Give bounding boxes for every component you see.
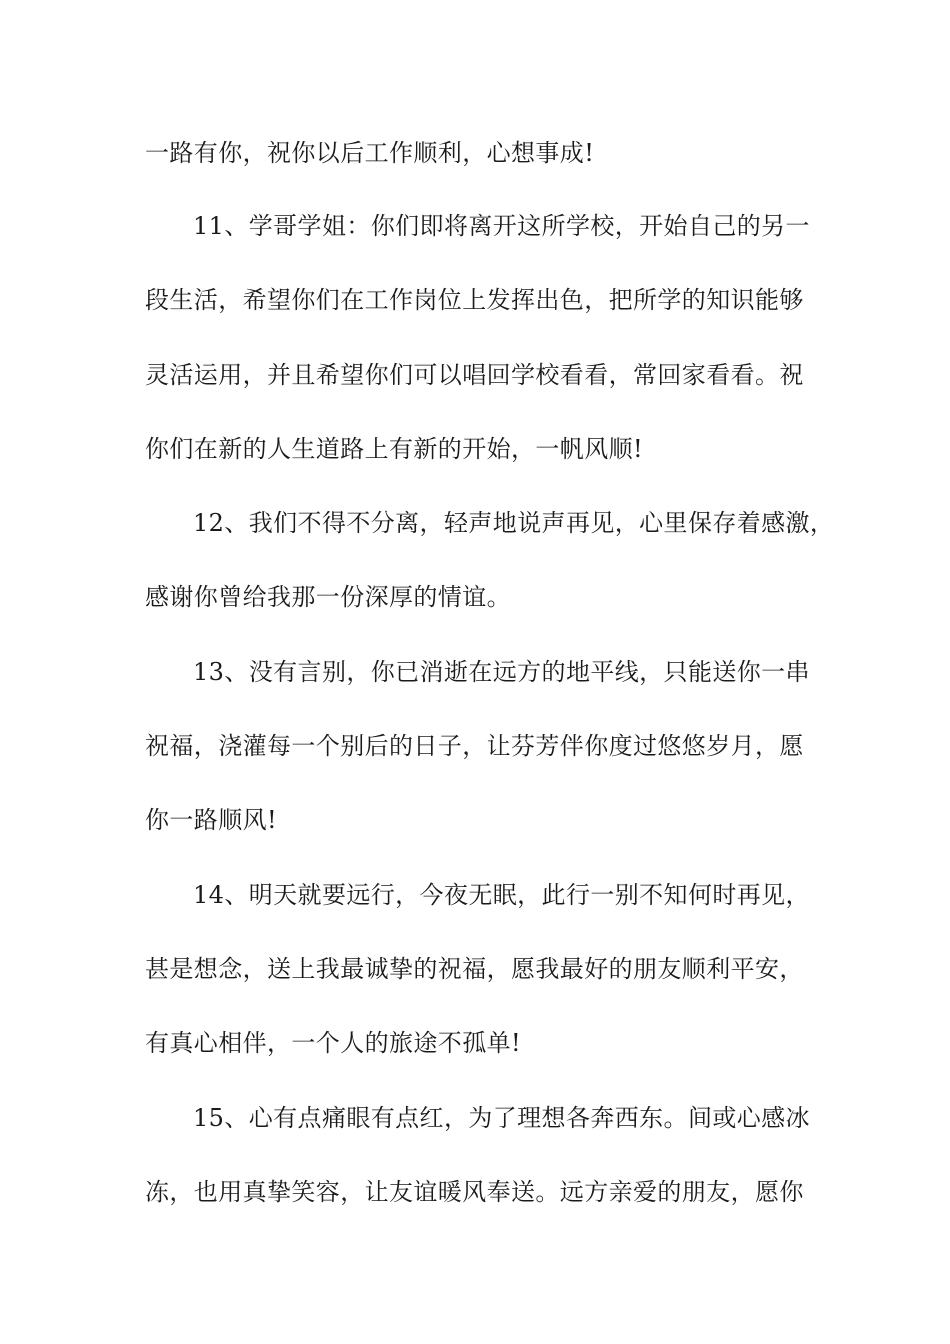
- paragraph-13-line-3: 你一路顺风!: [145, 806, 278, 834]
- paragraph-13-line-1: 13、没有言别，你已消逝在远方的地平线，只能送你一串: [193, 658, 810, 686]
- paragraph-14-line-1: 14、明天就要远行，今夜无眠，此行一别不知何时再见，: [193, 881, 810, 909]
- paragraph-13-line-2: 祝福，浇灌每一个别后的日子，让芬芳伴你度过悠悠岁月，愿: [145, 732, 804, 760]
- paragraph-12-line-2: 感谢你曾给我那一份深厚的情谊。: [145, 583, 511, 611]
- paragraph-11-line-2: 段生活，希望你们在工作岗位上发挥出色，把所学的知识能够: [145, 286, 804, 314]
- paragraph-11-line-4: 你们在新的人生道路上有新的开始，一帆风顺!: [145, 435, 644, 463]
- paragraph-15-line-1: 15、心有点痛眼有点红，为了理想各奔西东。间或心感冰: [193, 1104, 810, 1132]
- paragraph-15-line-2: 冻，也用真挚笑容，让友谊暖风奉送。远方亲爱的朋友，愿你: [145, 1178, 804, 1206]
- paragraph-12-line-1: 12、我们不得不分离，轻声地说声再见，心里保存着感激，: [193, 509, 835, 537]
- paragraph-14-line-2: 甚是想念，送上我最诚挚的祝福，愿我最好的朋友顺利平安，: [145, 955, 804, 983]
- paragraph-11-line-1: 11、学哥学姐：你们即将离开这所学校，开始自己的另一: [193, 212, 810, 240]
- paragraph-14-line-3: 有真心相伴，一个人的旅途不孤单!: [145, 1029, 522, 1057]
- text-line-1: 一路有你，祝你以后工作顺利，心想事成!: [145, 139, 595, 167]
- paragraph-11-line-3: 灵活运用，并且希望你们可以唱回学校看看，常回家看看。祝: [145, 361, 804, 389]
